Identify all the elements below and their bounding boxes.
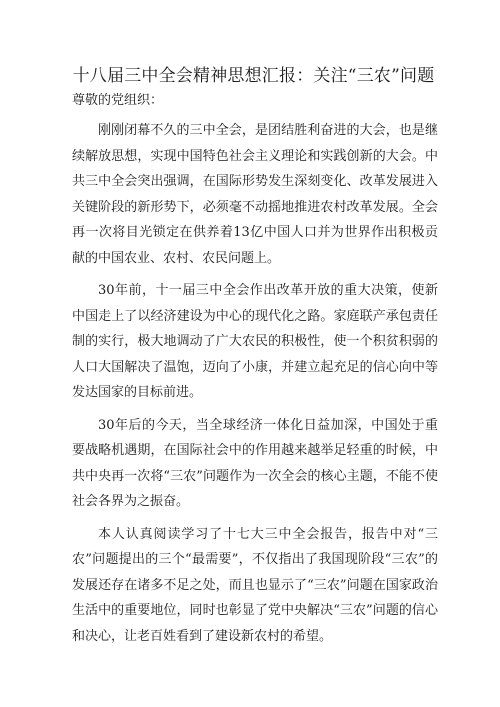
salutation: 尊敬的党组织：	[72, 93, 164, 108]
paragraph-4: 本人认真阅读学习了十七大三中全会报告，报告中对“三农”问题提出的三个“最需要”，不仅指出了我国现阶段“三农”的发展还存在诸多不足之处，而且也显示了“三农”问题在国家政治生活中的重要地位，同时也彰显了党中央解决“三农”问题的信心和决心，让老百姓看到了建设新农村的希望。	[72, 526, 438, 644]
document-title: 十八届三中全会精神思想汇报：关注“三农”问题	[72, 66, 435, 86]
paragraph-2: 30年前，十一届三中全会作出改革开放的重大决策，使新中国走上了以经济建设为中心的现代化之路。家庭联产承包责任制的实行，极大地调动了广大农民的积极性，使一个积贫积弱的人口大国解决了温饱，迈向了小康，并建立起充足的信心向中等发达国家的目标前进。	[72, 283, 438, 400]
paragraph-1: 刚刚闭幕不久的三中全会，是团结胜利奋进的大会，也是继续解放思想，实现中国特色社会主义理论和实践创新的大会。中共三中全会突出强调，在国际形势发生深刻变化、改革发展进入关键阶段的新形势下，必须毫不动摇地推进农村改革发展。全会再一次将目光锁定在供养着13亿中国人口并为世界作出积极贡献的中国农业、农村、农民问题上。	[72, 123, 438, 266]
paragraph-3: 30年后的今天，当全球经济一体化日益加深，中国处于重要战略机遇期，在国际社会中的作用越来越举足轻重的时候，中共中央再一次将“三农”问题作为一次全会的核心主题，不能不使社会各界为之振奋。	[72, 417, 438, 509]
